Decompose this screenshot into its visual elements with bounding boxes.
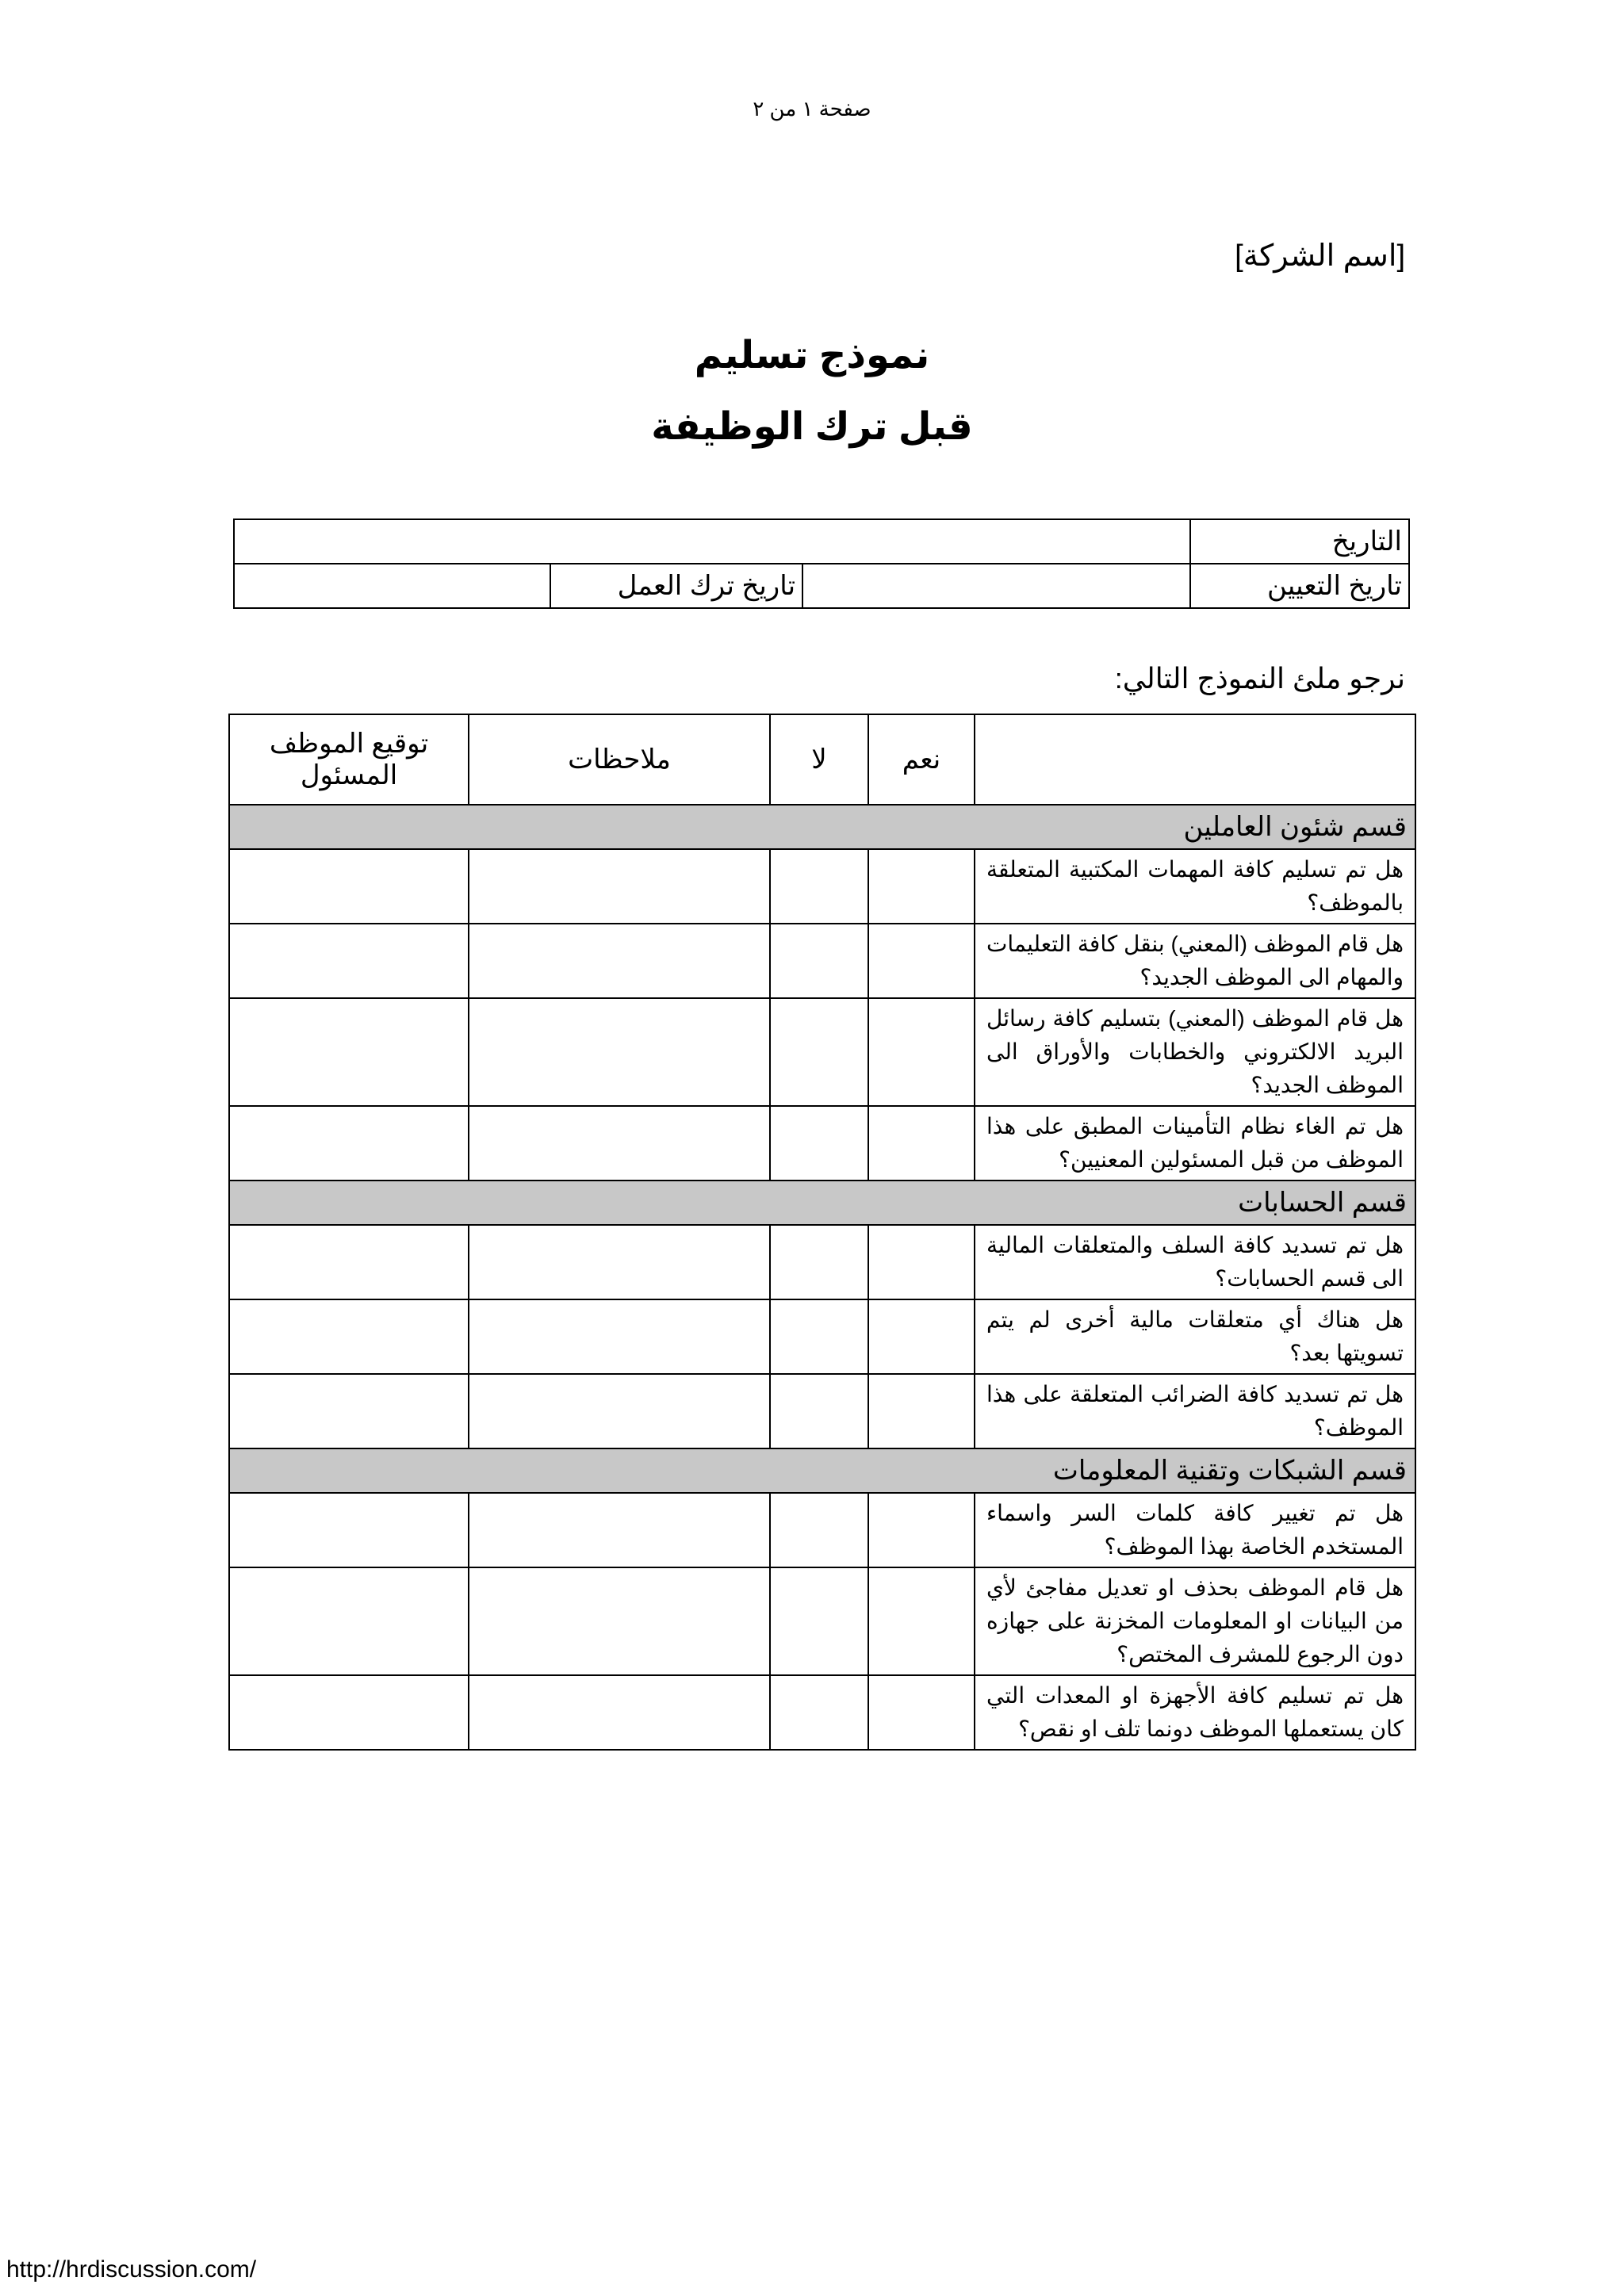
date-label: التاريخ — [1190, 519, 1409, 564]
question-text: هل هناك أي متعلقات مالية أخرى لم يتم تسويتها بعد؟ — [975, 1299, 1415, 1374]
section-title: قسم الشبكات وتقنية المعلومات — [229, 1448, 1415, 1493]
notes-cell[interactable] — [469, 924, 770, 998]
form-title-line-1: نموذج تسليم — [694, 335, 930, 377]
notes-cell[interactable] — [469, 1493, 770, 1567]
notes-cell[interactable] — [469, 1675, 770, 1750]
date-row — [234, 519, 1409, 564]
question-text: هل تم تسديد كافة السلف والمتعلقات المالية الى قسم الحسابات؟ — [975, 1225, 1415, 1299]
table-header-row — [229, 714, 1415, 805]
yes-cell[interactable] — [868, 1675, 975, 1750]
question-text: هل قام الموظف (المعني) بتسليم كافة رسائل البريد الالكتروني والخطابات والأوراق الى الموظف الجديد؟ — [975, 998, 1415, 1106]
yes-header: نعم — [868, 714, 975, 805]
notes-cell[interactable] — [469, 1299, 770, 1374]
signature-cell[interactable] — [229, 1493, 469, 1567]
signature-cell[interactable] — [229, 1567, 469, 1675]
handover-checklist-table — [228, 714, 1416, 1751]
section-title: قسم الحسابات — [229, 1181, 1415, 1225]
form-title-line-2: قبل ترك الوظيفة — [651, 406, 973, 448]
section-row — [229, 1448, 1415, 1493]
hire-date-label: تاريخ التعيين — [1190, 564, 1409, 608]
yes-cell[interactable] — [868, 1567, 975, 1675]
section-row — [229, 1181, 1415, 1225]
no-cell[interactable] — [770, 1299, 868, 1374]
yes-cell[interactable] — [868, 1493, 975, 1567]
instruction-text: نرجو ملئ النموذج التالي: — [1114, 662, 1405, 695]
notes-cell[interactable] — [469, 1225, 770, 1299]
leave-date-label: تاريخ ترك العمل — [550, 564, 802, 608]
signature-header: توقيع الموظف المسئول — [229, 714, 469, 805]
question-row — [229, 1567, 1415, 1675]
notes-cell[interactable] — [469, 998, 770, 1106]
hire-leave-row — [234, 564, 1409, 608]
page-number-header: صفحة ١ من ٢ — [753, 97, 871, 121]
no-cell[interactable] — [770, 1374, 868, 1448]
question-row — [229, 1225, 1415, 1299]
footer-url: http://hrdiscussion.com/ — [6, 2256, 257, 2283]
question-text: هل تم تسليم كافة الأجهزة او المعدات التي كان يستعملها الموظف دونما تلف او نقص؟ — [975, 1675, 1415, 1750]
section-row — [229, 805, 1415, 849]
yes-cell[interactable] — [868, 849, 975, 924]
question-text: هل قام الموظف (المعني) بنقل كافة التعليمات والمهام الى الموظف الجديد؟ — [975, 924, 1415, 998]
question-text: هل تم الغاء نظام التأمينات المطبق على هذا الموظف من قبل المسئولين المعنيين؟ — [975, 1106, 1415, 1181]
question-header-cell — [975, 714, 1415, 805]
question-row — [229, 1299, 1415, 1374]
question-row — [229, 849, 1415, 924]
question-text: هل تم تسديد كافة الضرائب المتعلقة على هذا الموظف؟ — [975, 1374, 1415, 1448]
question-row — [229, 924, 1415, 998]
info-table — [233, 519, 1410, 609]
signature-cell[interactable] — [229, 1675, 469, 1750]
hire-date-field[interactable] — [802, 564, 1190, 608]
notes-cell[interactable] — [469, 1567, 770, 1675]
question-row — [229, 1493, 1415, 1567]
yes-cell[interactable] — [868, 998, 975, 1106]
yes-cell[interactable] — [868, 924, 975, 998]
company-name-placeholder: [اسم الشركة] — [1235, 239, 1405, 273]
signature-cell[interactable] — [229, 924, 469, 998]
yes-cell[interactable] — [868, 1225, 975, 1299]
signature-cell[interactable] — [229, 1106, 469, 1181]
question-text: هل تم تسليم كافة المهمات المكتبية المتعلقة بالموظف؟ — [975, 849, 1415, 924]
signature-cell[interactable] — [229, 1225, 469, 1299]
signature-cell[interactable] — [229, 1299, 469, 1374]
no-cell[interactable] — [770, 1106, 868, 1181]
yes-cell[interactable] — [868, 1299, 975, 1374]
no-header: لا — [770, 714, 868, 805]
yes-cell[interactable] — [868, 1374, 975, 1448]
notes-cell[interactable] — [469, 1374, 770, 1448]
no-cell[interactable] — [770, 998, 868, 1106]
signature-cell[interactable] — [229, 998, 469, 1106]
no-cell[interactable] — [770, 1675, 868, 1750]
question-text: هل تم تغيير كافة كلمات السر واسماء المستخدم الخاصة بهذا الموظف؟ — [975, 1493, 1415, 1567]
signature-cell[interactable] — [229, 849, 469, 924]
signature-cell[interactable] — [229, 1374, 469, 1448]
notes-header: ملاحظات — [469, 714, 770, 805]
no-cell[interactable] — [770, 1493, 868, 1567]
question-text: هل قام الموظف بحذف او تعديل مفاجئ لأي من البيانات او المعلومات المخزنة على جهازه دون الرجوع للمشرف المختص؟ — [975, 1567, 1415, 1675]
section-title: قسم شئون العاملين — [229, 805, 1415, 849]
no-cell[interactable] — [770, 1225, 868, 1299]
question-row — [229, 998, 1415, 1106]
leave-date-field[interactable] — [234, 564, 550, 608]
no-cell[interactable] — [770, 924, 868, 998]
no-cell[interactable] — [770, 1567, 868, 1675]
question-row — [229, 1106, 1415, 1181]
question-row — [229, 1675, 1415, 1750]
yes-cell[interactable] — [868, 1106, 975, 1181]
date-field[interactable] — [234, 519, 1190, 564]
no-cell[interactable] — [770, 849, 868, 924]
question-row — [229, 1374, 1415, 1448]
notes-cell[interactable] — [469, 1106, 770, 1181]
notes-cell[interactable] — [469, 849, 770, 924]
